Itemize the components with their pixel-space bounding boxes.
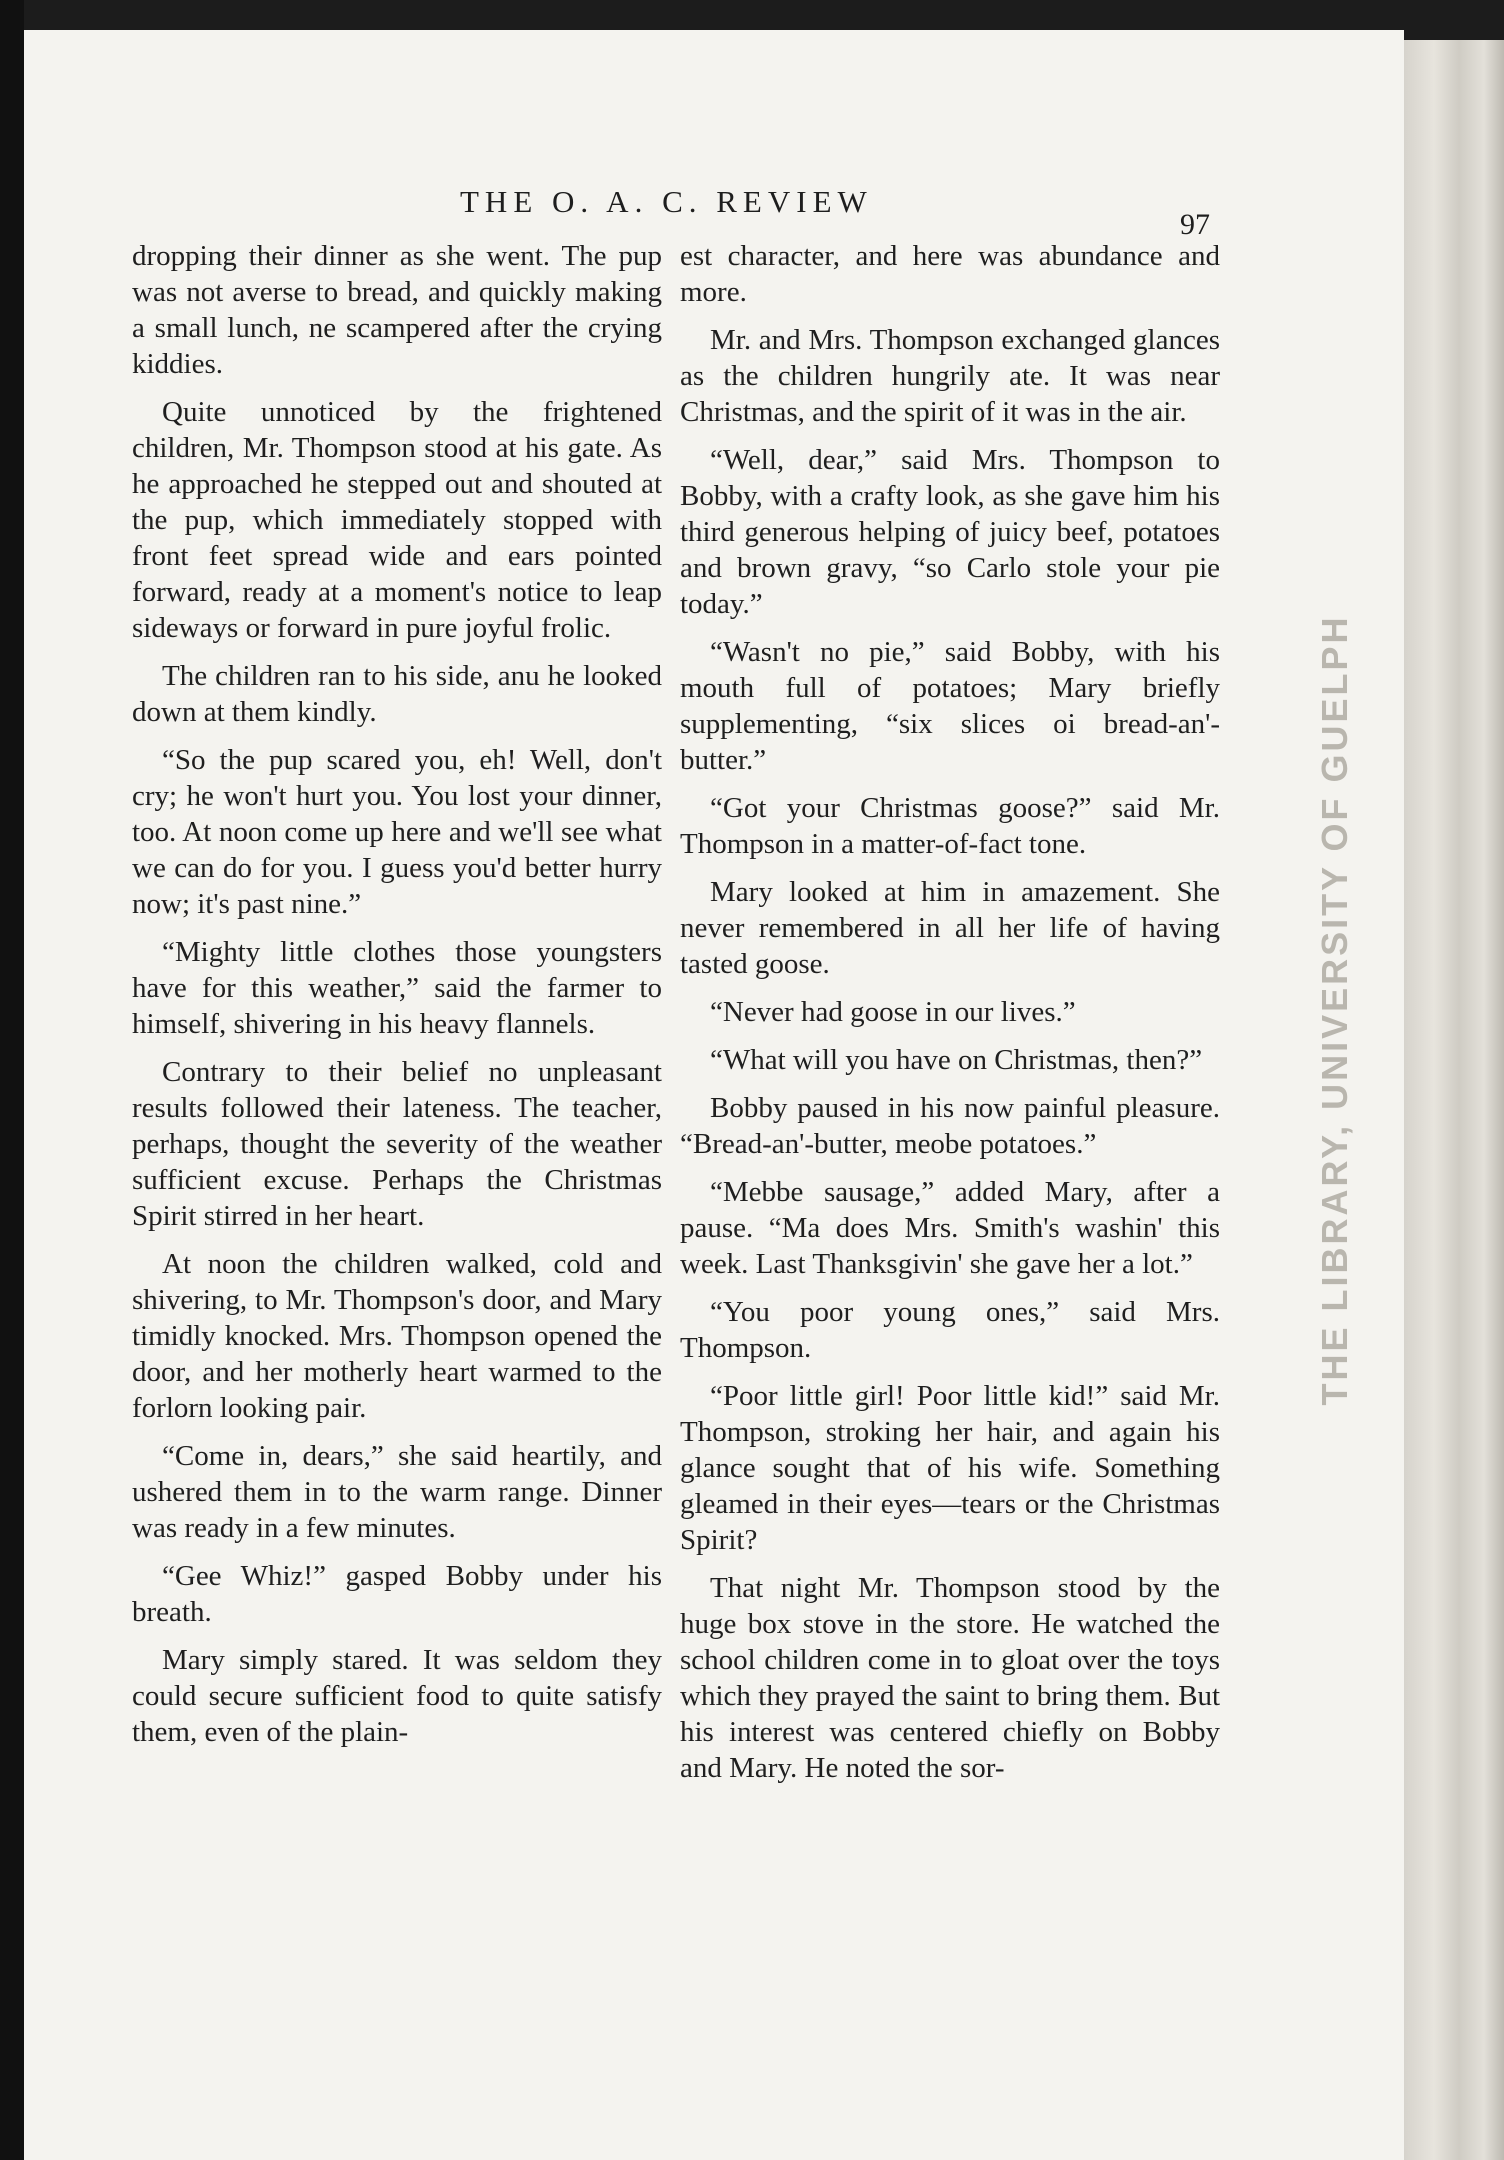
paragraph: “Poor little girl! Poor little kid!” said Mr. Thompson, stroking her hair, and again his glance sought that of his wife. Something gleamed in their eyes—tears or the Christmas Spirit? bbox=[680, 1380, 1220, 1556]
library-stamp: THE LIBRARY, UNIVERSITY OF GUELPH bbox=[1314, 614, 1355, 1406]
paragraph: “Mebbe sausage,” added Mary, after a pause. “Ma does Mrs. Smith's washin' this week. Last Thanksgivin' she gave her a lot.” bbox=[680, 1176, 1220, 1280]
paragraph: “Never had goose in our lives.” bbox=[710, 996, 1076, 1028]
running-title: THE O. A. C. REVIEW bbox=[460, 184, 873, 219]
paragraph: “Got your Christmas goose?” said Mr. Thompson in a matter-of-fact tone. bbox=[680, 792, 1220, 860]
paragraph: The children ran to his side, anu he looked down at them kindly. bbox=[132, 660, 662, 728]
right-column bbox=[680, 238, 1220, 1798]
page-number: 97 bbox=[1180, 208, 1210, 241]
paragraph: “What will you have on Christmas, then?” bbox=[710, 1044, 1203, 1076]
paragraph: Mary simply stared. It was seldom they could secure sufficient food to quite satisfy them, even of the plain- bbox=[132, 1644, 662, 1748]
page-edge bbox=[1404, 40, 1504, 2160]
paragraph: “So the pup scared you, eh! Well, don't cry; he won't hurt you. You lost your dinner, too. At noon come up here and we'll see what we can do for you. I guess you'd better hurry now; it's past nine.” bbox=[132, 744, 662, 920]
paragraph: est character, and here was abundance and more. bbox=[680, 240, 1220, 308]
paragraph: At noon the children walked, cold and shivering, to Mr. Thompson's door, and Mary timidly knocked. Mrs. Thompson opened the door, and her motherly heart warmed to the forlorn looking pair. bbox=[132, 1248, 662, 1424]
paragraph: Quite unnoticed by the frightened children, Mr. Thompson stood at his gate. As he approached he stepped out and shouted at the pup, which immediately stopped with front feet spread wide and ears pointed forward, ready at a moment's notice to leap sideways or forward in pure joyful frolic. bbox=[132, 396, 662, 644]
paragraph: “Gee Whiz!” gasped Bobby under his breath. bbox=[132, 1560, 662, 1628]
paragraph: “You poor young ones,” said Mrs. Thompson. bbox=[680, 1296, 1220, 1364]
scan-left-border bbox=[0, 0, 24, 2160]
paragraph: “Well, dear,” said Mrs. Thompson to Bobby, with a crafty look, as she gave him his third generous helping of juicy beef, potatoes and brown gravy, “so Carlo stole your pie today.” bbox=[680, 444, 1220, 620]
paragraph: Mr. and Mrs. Thompson exchanged glances as the children hungrily ate. It was near Christmas, and the spirit of it was in the air. bbox=[680, 324, 1220, 428]
paragraph: “Wasn't no pie,” said Bobby, with his mouth full of potatoes; Mary briefly supplementing, “six slices oi bread-an'-butter.” bbox=[680, 636, 1220, 776]
paragraph: That night Mr. Thompson stood by the huge box stove in the store. He watched the school children come in to gloat over the toys which they prayed the saint to bring them. But his interest was centered chiefly on Bobby and Mary. He noted the sor- bbox=[680, 1572, 1220, 1784]
left-column bbox=[132, 238, 662, 1762]
paragraph: “Mighty little clothes those youngsters have for this weather,” said the farmer to himself, shivering in his heavy flannels. bbox=[132, 936, 662, 1040]
paragraph: dropping their dinner as she went. The pup was not averse to bread, and quickly making a small lunch, ne scampered after the crying kiddies. bbox=[132, 240, 662, 380]
paragraph: Bobby paused in his now painful pleasure. “Bread-an'-butter, meobe potatoes.” bbox=[680, 1092, 1220, 1160]
paragraph: “Come in, dears,” she said heartily, and ushered them in to the warm range. Dinner was ready in a few minutes. bbox=[132, 1440, 662, 1544]
paragraph: Mary looked at him in amazement. She never remembered in all her life of having tasted goose. bbox=[680, 876, 1220, 980]
paragraph: Contrary to their belief no unpleasant results followed their lateness. The teacher, perhaps, thought the severity of the weather sufficient excuse. Perhaps the Christmas Spirit stirred in her heart. bbox=[132, 1056, 662, 1232]
